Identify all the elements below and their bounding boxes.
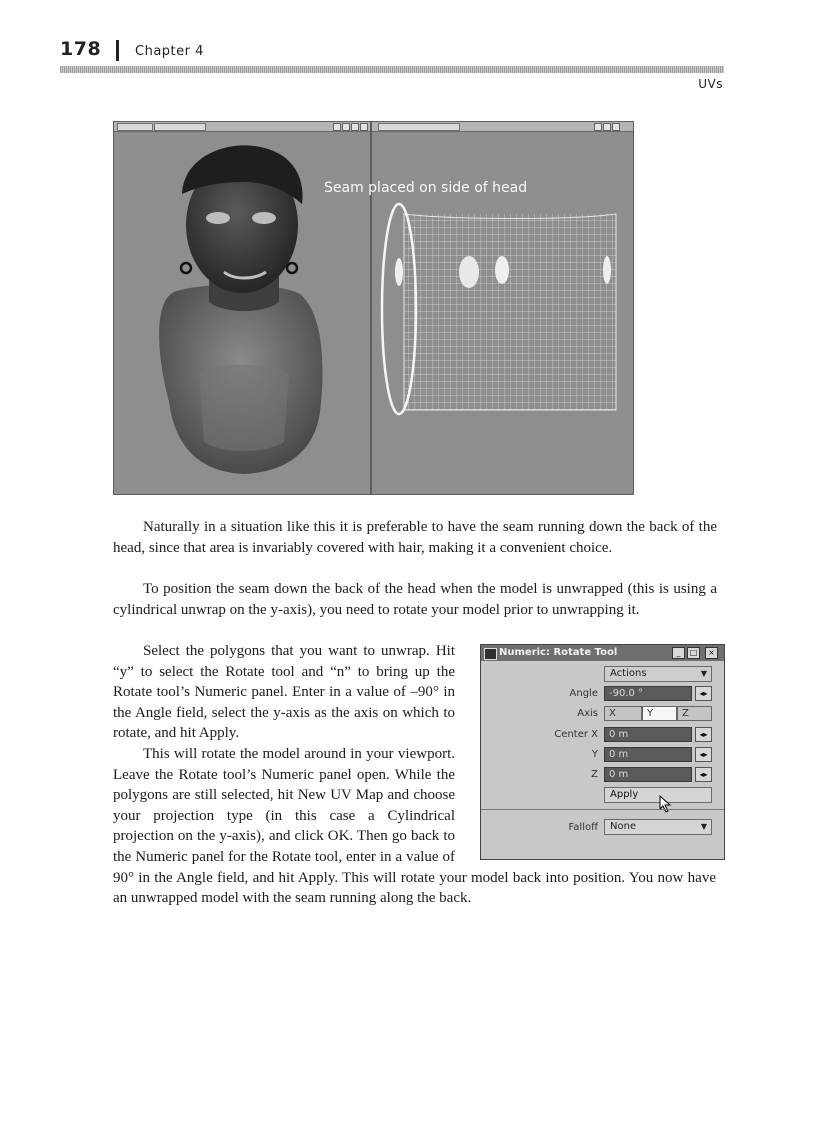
header-divider [116,40,119,61]
viewport-divider [370,122,372,494]
paragraph-2: To position the seam down the back of the head when the model is unwrapped (this is using a cylindrical unwrap on the y-axis), you need to rotate your model prior to unwrapping it. [113,581,717,618]
axis-z-button[interactable]: Z [677,706,712,721]
lightwave-logo-icon [484,648,497,660]
centerx-stepper-arrows-icon[interactable]: ◂▸ [695,727,712,742]
y-field[interactable]: 0 m [604,747,692,762]
axis-y-button[interactable]: Y [642,706,677,721]
paragraph-3: Select the polygons that you want to unwrap. Hit “y” to select the Rotate tool and “n” to bring up the Rotate tool’s Numeric panel. Enter in a value of –90° in the Angle field, select the y-axis as the axis on which to rotate, and hit Apply. [113,643,455,742]
paragraph-1: Naturally in a situation like this it is preferable to have the seam running down the back of the head, since that area is invariably covered with hair, making it a convenient choice. [113,519,717,556]
centerx-label: Center X [554,729,598,740]
angle-stepper-arrows-icon[interactable]: ◂▸ [695,686,712,701]
header-rule [60,66,724,73]
angle-field[interactable]: -90.0 ° [604,686,692,701]
minimize-button[interactable]: _ [672,647,685,659]
falloff-dropdown[interactable] [604,819,712,835]
z-field[interactable]: 0 m [604,767,692,782]
maximize-button[interactable]: □ [687,647,700,659]
z-stepper-arrows-icon[interactable]: ◂▸ [695,767,712,782]
panel-separator [481,809,724,810]
apply-button[interactable]: Apply [604,787,712,803]
actions-dropdown[interactable] [604,666,712,682]
axis-label: Axis [577,708,598,719]
chevron-down-icon: ▼ [700,822,707,831]
close-button[interactable]: × [705,647,718,659]
panel-title: Numeric: Rotate Tool [499,647,618,658]
falloff-label: Falloff [568,822,598,833]
numeric-rotate-panel [480,644,725,860]
y-label: Y [591,749,598,760]
axis-x-button[interactable]: X [604,706,642,721]
actions-label: Actions [610,668,647,679]
panel-titlebar [481,645,724,661]
figure-caption: Seam placed on side of head [324,180,528,196]
page-number: 178 [60,38,102,60]
angle-label: Angle [569,688,598,699]
z-label: Z [591,769,598,780]
mouse-cursor-icon [659,795,673,813]
chevron-down-icon: ▼ [700,669,707,678]
figure-artwork [114,122,633,494]
centerx-field[interactable]: 0 m [604,727,692,742]
paragraph-4: This will rotate the model around in your viewport. Leave the Rotate tool’s Numeric panel open. While the polygons are still selected, hit New UV Map and choose your projection type (in this case a Cylindrical projection on the y-axis), and click OK. Then go back to the Numeric panel for the Rotate tool, enter in a value of 90° in the Angle field, and hit Apply. This will rotate your model back into position. You now have an unwrapped model with the seam running along the back. [113,745,716,907]
section-label: UVs [698,77,723,91]
y-stepper-arrows-icon[interactable]: ◂▸ [695,747,712,762]
head-model [159,145,322,474]
chapter-label: Chapter 4 [135,44,204,59]
falloff-value: None [610,821,637,832]
uv-map-grid [395,214,616,410]
uv-seam-figure [113,121,634,495]
